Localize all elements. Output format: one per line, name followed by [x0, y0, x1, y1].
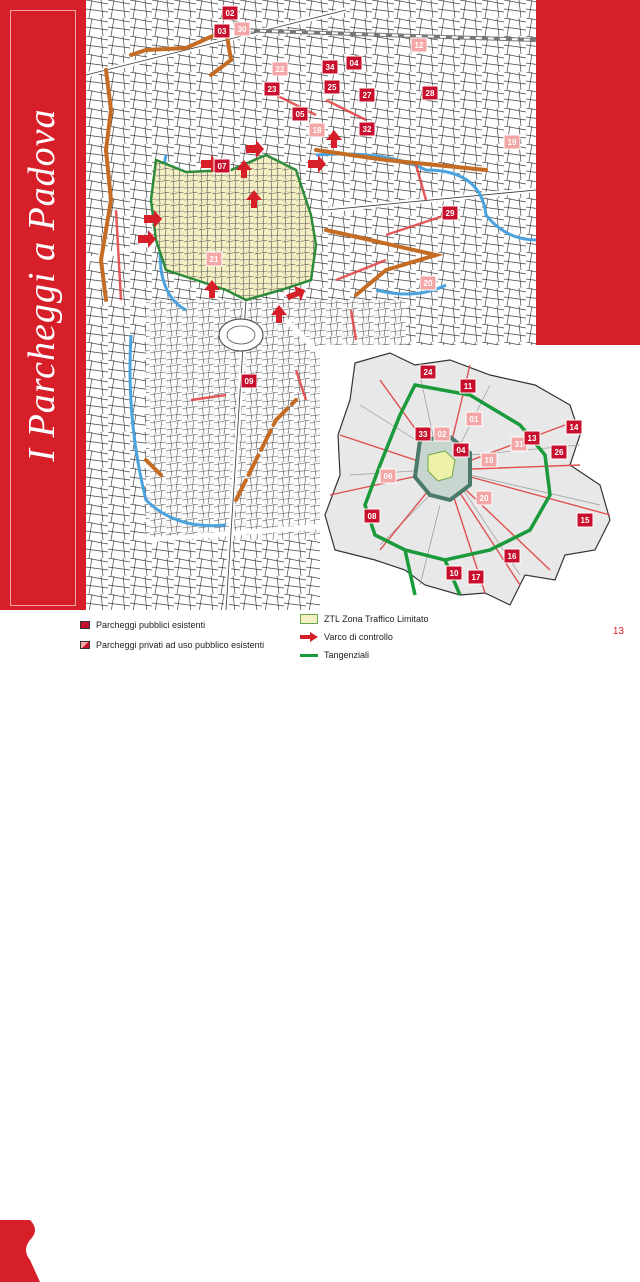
parking-marker[interactable] [264, 82, 280, 96]
svg-text:04: 04 [456, 446, 466, 455]
parking-marker[interactable] [234, 22, 250, 36]
svg-text:28: 28 [425, 89, 435, 98]
svg-text:34: 34 [325, 63, 335, 72]
parking-marker[interactable] [415, 427, 431, 441]
svg-text:11: 11 [463, 382, 473, 391]
legend-private [80, 640, 264, 650]
svg-text:29: 29 [445, 209, 455, 218]
svg-text:02: 02 [225, 9, 235, 18]
parking-marker[interactable] [577, 513, 593, 527]
svg-text:13: 13 [527, 434, 537, 443]
svg-text:20: 20 [423, 279, 433, 288]
parking-marker[interactable] [222, 6, 238, 20]
parking-marker[interactable] [420, 276, 436, 290]
parking-marker[interactable] [272, 62, 288, 76]
parking-marker[interactable] [411, 38, 427, 52]
legend [0, 610, 640, 672]
svg-text:07: 07 [217, 162, 227, 171]
svg-text:21: 21 [209, 255, 219, 264]
parking-marker[interactable] [468, 570, 484, 584]
parking-marker[interactable] [466, 412, 482, 426]
parking-marker[interactable] [446, 566, 462, 580]
parking-marker[interactable] [460, 379, 476, 393]
private-parking-swatch [80, 641, 90, 649]
svg-text:25: 25 [327, 83, 337, 92]
parking-marker[interactable] [442, 206, 458, 220]
svg-text:16: 16 [507, 552, 517, 561]
svg-text:12: 12 [414, 41, 424, 50]
parking-marker[interactable] [434, 427, 450, 441]
parking-marker[interactable] [292, 107, 308, 121]
parking-marker[interactable] [346, 56, 362, 70]
svg-text:33: 33 [418, 430, 428, 439]
parking-marker[interactable] [504, 135, 520, 149]
inset-map-svg [320, 345, 640, 610]
svg-text:18: 18 [312, 126, 322, 135]
parking-marker[interactable] [214, 24, 230, 38]
svg-text:15: 15 [580, 516, 590, 525]
page-number-right: 13 [612, 626, 624, 637]
svg-text:26: 26 [554, 448, 564, 457]
parking-marker[interactable] [241, 374, 257, 388]
legend-ztl-label: ZTL Zona Traffico Limitato [324, 614, 429, 624]
svg-text:10: 10 [449, 569, 459, 578]
legend-tangenziali [300, 650, 369, 660]
parking-marker[interactable] [309, 123, 325, 137]
svg-text:27: 27 [362, 91, 372, 100]
legend-ztl [300, 614, 429, 624]
parking-marker[interactable] [566, 420, 582, 434]
prato-della-valle [219, 319, 263, 351]
parking-marker[interactable] [420, 365, 436, 379]
parking-marker[interactable] [359, 88, 375, 102]
parking-marker[interactable] [453, 443, 469, 457]
legend-public [80, 620, 205, 630]
svg-text:03: 03 [217, 27, 227, 36]
parking-marker[interactable] [504, 549, 520, 563]
page-number-left: 12 [16, 626, 28, 637]
svg-text:04: 04 [349, 59, 359, 68]
parking-marker[interactable] [359, 122, 375, 136]
svg-text:17: 17 [471, 573, 481, 582]
svg-text:19: 19 [484, 456, 494, 465]
parking-marker[interactable] [481, 453, 497, 467]
parking-marker[interactable] [214, 159, 230, 173]
public-parking-swatch [80, 621, 90, 629]
legend-public-label: Parcheggi pubblici esistenti [96, 620, 206, 630]
ring-road-swatch [300, 654, 318, 657]
svg-text:24: 24 [423, 368, 433, 377]
parking-marker[interactable] [324, 80, 340, 94]
svg-text:14: 14 [569, 423, 579, 432]
svg-text:09: 09 [244, 377, 254, 386]
parking-marker[interactable] [380, 469, 396, 483]
parking-marker[interactable] [551, 445, 567, 459]
svg-text:06: 06 [383, 472, 393, 481]
page-title: I Parcheggi a Padova [21, 108, 63, 462]
legend-tangenziali-label: Tangenziali [324, 650, 370, 660]
svg-text:23: 23 [267, 85, 277, 94]
svg-text:31: 31 [514, 440, 524, 449]
svg-text:22: 22 [275, 65, 285, 74]
svg-text:20: 20 [479, 494, 489, 503]
svg-text:19: 19 [507, 138, 517, 147]
svg-text:08: 08 [367, 512, 377, 521]
legend-varco [300, 632, 393, 642]
parking-marker[interactable] [476, 491, 492, 505]
page-corner-decoration [0, 1220, 40, 1282]
parking-marker[interactable] [524, 431, 540, 445]
parking-marker[interactable] [422, 86, 438, 100]
right-red-strip [536, 0, 640, 345]
svg-text:01: 01 [469, 415, 479, 424]
varco-arrow-icon [300, 632, 318, 642]
legend-varco-label: Varco di controllo [324, 632, 393, 642]
legend-private-label: Parcheggi privati ad uso pubblico esistenti [96, 640, 265, 650]
parking-marker[interactable] [364, 509, 380, 523]
parking-marker[interactable] [206, 252, 222, 266]
ztl-swatch [300, 614, 318, 624]
svg-text:30: 30 [237, 25, 247, 34]
parking-marker[interactable] [322, 60, 338, 74]
inset-map[interactable] [320, 345, 640, 610]
svg-text:02: 02 [437, 430, 447, 439]
svg-text:32: 32 [362, 125, 372, 134]
svg-text:05: 05 [295, 110, 305, 119]
